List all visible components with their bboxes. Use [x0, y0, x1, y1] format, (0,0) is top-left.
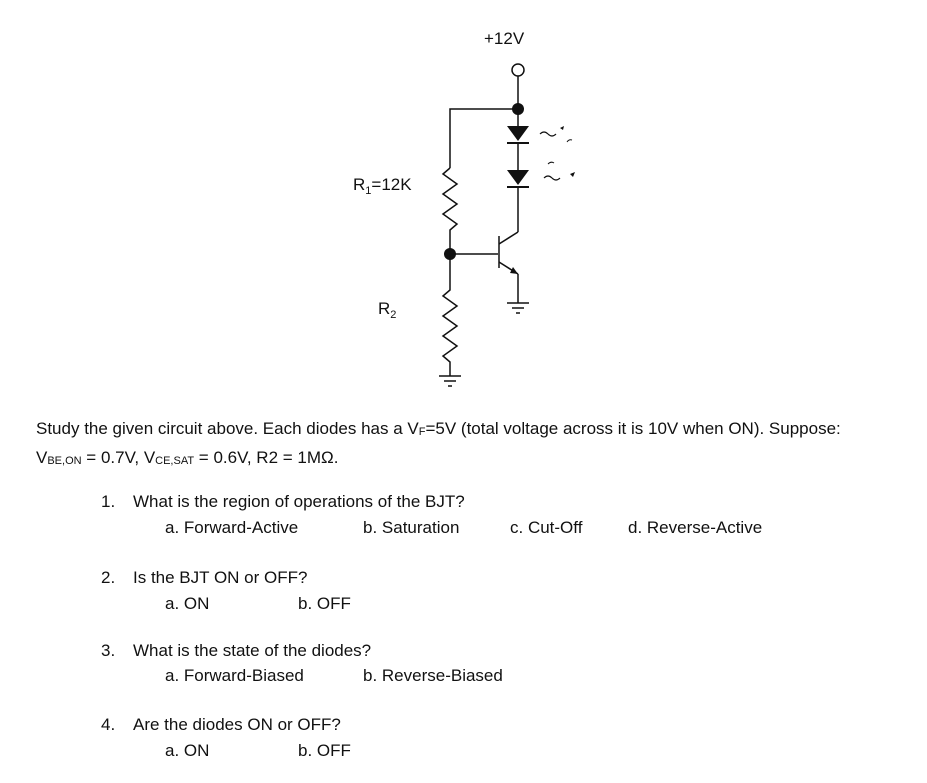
question-2-number: 2. [101, 568, 116, 587]
question-1-number: 1. [101, 492, 116, 511]
q2-option-b: b. OFF [298, 594, 351, 613]
question-4-number: 4. [101, 715, 116, 734]
question-3-text: What is the state of the diodes? [133, 641, 372, 660]
q4-option-a: a. ON [165, 741, 210, 760]
q3-option-a: a. Forward-Biased [165, 666, 304, 685]
q1-option-d: d. Reverse-Active [628, 518, 763, 537]
problem-statement [36, 416, 906, 474]
r1-label: $R_1=12K$ [353, 175, 412, 197]
statement-line-1: Study the given circuit above. Each diodes has a VF=5V (total voltage across it is 10V when ON). Suppose: [36, 419, 841, 438]
led-2 [507, 140, 575, 187]
q4-option-b: b. OFF [298, 741, 351, 760]
supply-label: +12V [484, 29, 525, 48]
bjt-transistor [499, 232, 518, 274]
q1-option-c: c. Cut-Off [510, 518, 583, 537]
q1-option-b: b. Saturation [363, 518, 460, 537]
q2-option-a: a. ON [165, 594, 210, 613]
q1-option-a: a. Forward-Active [165, 518, 299, 537]
r1-resistor [443, 168, 457, 254]
r2-resistor [443, 254, 457, 376]
question-3-number: 3. [101, 641, 116, 660]
question-1-text: What is the region of operations of the BJT? [133, 492, 465, 511]
supply-terminal [512, 64, 524, 76]
ground-emitter [507, 303, 529, 313]
led-1 [507, 126, 564, 143]
question-4-text: Are the diodes ON or OFF? [133, 715, 341, 734]
statement-line-2: VBE,ON = 0.7V, VCE,SAT = 0.6V, R2 = 1MΩ. [36, 448, 339, 467]
ground-r2 [439, 376, 461, 386]
top-wire [450, 109, 518, 168]
q3-option-b: b. Reverse-Biased [363, 666, 503, 685]
question-2-text: Is the BJT ON or OFF? [133, 568, 308, 587]
r2-label: $R_2$ [378, 299, 397, 321]
